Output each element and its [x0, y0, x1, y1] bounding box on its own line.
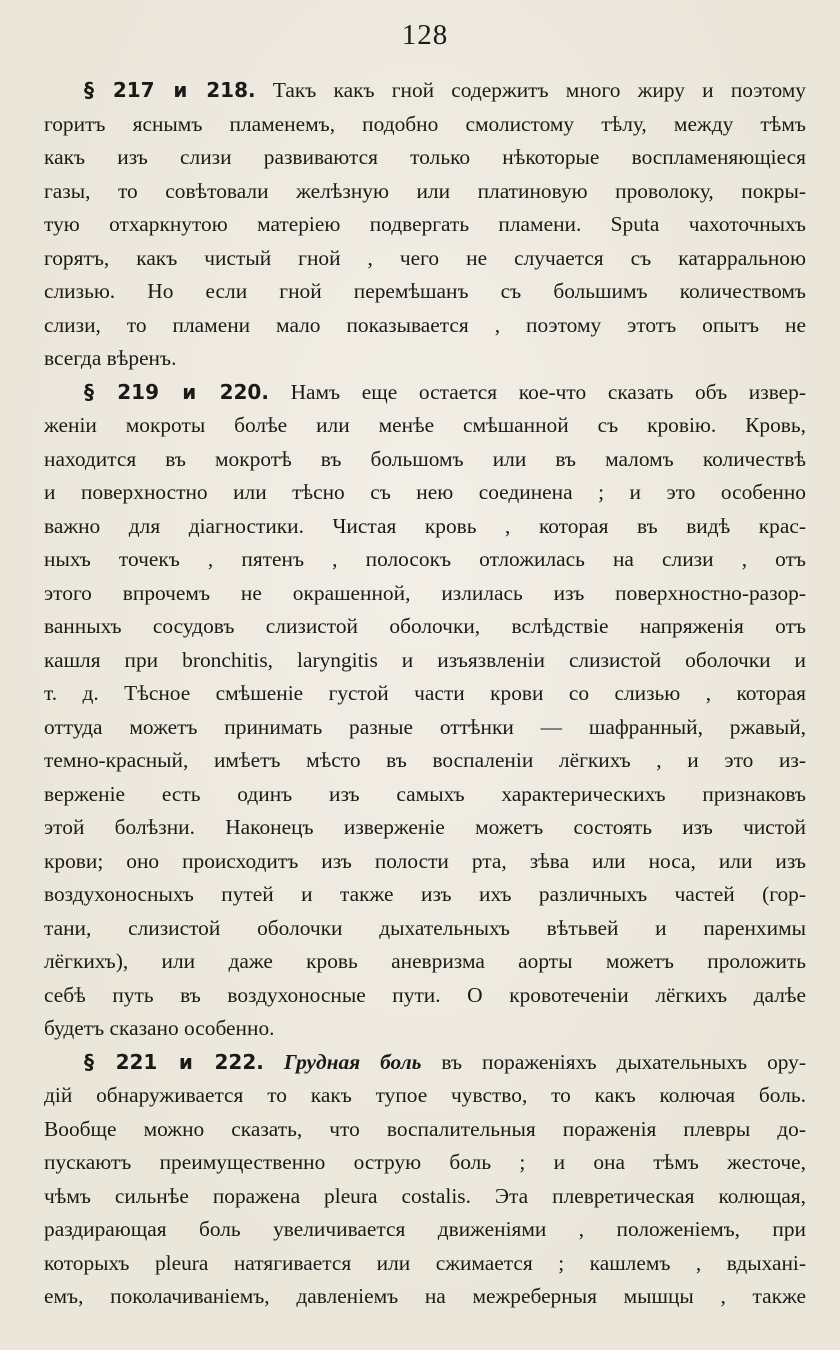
paragraph-line: горятъ, какъ чистый гной , чего не случается съ катарральною: [44, 245, 806, 270]
section-heading: § 221 и 222.: [84, 1049, 264, 1074]
paragraph-line: крови; оно происходитъ изъ полости рта, зѣва или носа, или изъ: [44, 848, 806, 873]
paragraph-line: чѣмъ сильнѣе поражена pleura costalis. Эта плевретическая колющая,: [44, 1183, 806, 1208]
paragraph-line: какъ изъ слизи развиваются только нѣкоторые воспламеняющiеся: [44, 145, 806, 169]
paragraph-line: воздухоносныхъ путей и также изъ ихъ различныхъ частей (гор-: [44, 882, 806, 906]
section-heading: § 219 и 220.: [84, 379, 269, 404]
paragraph-line: которыхъ pleura натягивается или сжимается ; кашлемъ , вдыханi-: [44, 1250, 806, 1275]
paragraph-line: этого впрочемъ не окрашенной, излилась изъ поверхностно-разор-: [44, 580, 806, 605]
paragraph-line: § 217 и 218. Такъ какъ гной содержитъ много жиру и поэтому: [84, 78, 806, 102]
paragraph-line: Вообще можно сказать, что воспалительныя пораженiя плевры до-: [44, 1116, 806, 1141]
paragraph-line: всегда вѣренъ.: [44, 346, 177, 370]
paragraph-line: § 221 и 222. Грудная боль въ пораженiяхъ дыхательныхъ ору-: [84, 1049, 806, 1074]
paragraph-line: себѣ путь въ воздухоносные пути. О кровотеченiи лёгкихъ далѣе: [44, 982, 806, 1007]
paragraph-line: раздирающая боль увеличивается движенiями , положенiемъ, при: [44, 1217, 806, 1241]
paragraph-line: тую отхаркнутою матерiею подвергать пламени. Sputa чахоточныхъ: [44, 212, 806, 236]
paragraph-line: ванныхъ сосудовъ слизистой оболочки, вслѣдствiе напряженiя отъ: [44, 614, 806, 638]
paragraph-line: ныхъ точекъ , пятенъ , полосокъ отложилась на слизи , отъ: [44, 547, 806, 571]
paragraph-line: будетъ сказано особенно.: [44, 1016, 275, 1040]
paragraph-line: кашля при bronchitis, laryngitis и изъязвленiи слизистой оболочки и: [44, 647, 806, 672]
italic-term: Грудная боль: [283, 1049, 422, 1074]
paragraph-line: тани, слизистой оболочки дыхательныхъ вѣтьвей и паренхимы: [44, 915, 806, 940]
paragraph-line: находится въ мокротѣ въ большомъ или въ маломъ количествѣ: [44, 446, 806, 471]
paragraph-line: емъ, поколачиванiемъ, давленiемъ на межреберныя мышцы , также: [44, 1284, 806, 1308]
paragraph-line: § 219 и 220. Намъ еще остается кое-что сказать объ извер-: [84, 379, 806, 404]
section-221-222: [44, 1046, 806, 1314]
section-217-218: [44, 74, 806, 376]
paragraph-line: важно для дiагностики. Чистая кровь , которая въ видѣ крас-: [44, 513, 806, 538]
paragraph-line: лёгкихъ), или даже кровь аневризма аорты можетъ проложить: [44, 949, 806, 973]
section-219-220: [44, 376, 806, 1046]
paragraph-line: этой болѣзни. Наконецъ изверженiе можетъ состоять изъ чистой: [44, 815, 806, 839]
paragraph-line: слизи, то пламени мало показывается , поэтому этотъ опытъ не: [44, 312, 806, 337]
paragraph-line: темно-красный, имѣетъ мѣсто въ воспаленiи лёгкихъ , и это из-: [44, 748, 806, 772]
paragraph-line: и поверхностно или тѣсно съ нею соединена ; и это особенно: [44, 480, 806, 504]
section-heading: § 217 и 218.: [84, 78, 256, 102]
paragraph-line: слизью. Но если гной перемѣшанъ съ большимъ количествомъ: [44, 279, 806, 303]
page-number: 128: [401, 19, 449, 51]
paragraph-line: т. д. Тѣсное смѣшенiе густой части крови со слизью , которая: [44, 681, 806, 705]
paragraph-line: горитъ яснымъ пламенемъ, подобно смолистому тѣлу, между тѣмъ: [44, 111, 806, 136]
paragraph-line: оттуда можетъ принимать разные оттѣнки — шафранный, ржавый,: [44, 714, 806, 739]
paragraph-line: верженiе есть одинъ изъ самыхъ характерическихъ признаковъ: [44, 781, 806, 806]
paragraph-line: дiй обнаруживается то какъ тупое чувство, то какъ колючая боль.: [44, 1083, 806, 1107]
paragraph-line: женiи мокроты болѣе или менѣе смѣшанной съ кровiю. Кровь,: [44, 413, 806, 437]
paragraph-line: газы, то совѣтовали желѣзную или платиновую проволоку, покры-: [44, 178, 806, 203]
paragraph-line: пускаютъ преимущественно острую боль ; и она тѣмъ жесточе,: [44, 1150, 806, 1174]
